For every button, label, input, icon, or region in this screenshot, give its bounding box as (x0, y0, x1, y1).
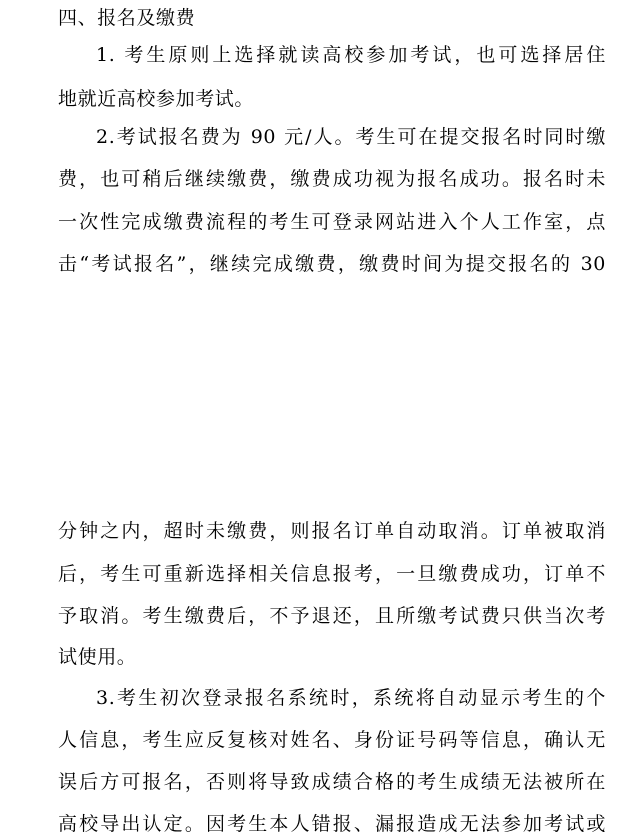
paragraph-1-line-2: 地就近高校参加考试。 (58, 88, 255, 110)
paragraph-3-line-2: 人信息，考生应反复核对姓名、身份证号码等信息，确认无 (58, 729, 606, 751)
paragraph-2-line-3: 一次性完成缴费流程的考生可登录网站进入个人工作室，点 (58, 211, 606, 233)
paragraph-3-line-3: 误后方可报名，否则将导致成绩合格的考生成绩无法被所在 (58, 771, 606, 793)
paragraph-2-line-2: 费，也可稍后继续缴费，缴费成功视为报名成功。报名时未 (58, 168, 606, 190)
paragraph-2-line-7: 予取消。考生缴费后，不予退还，且所缴考试费只供当次考 (58, 605, 606, 627)
paragraph-3-line-1: 3.考生初次登录报名系统时，系统将自动显示考生的个 (96, 687, 606, 709)
paragraph-2-line-6: 后，考生可重新选择相关信息报考，一旦缴费成功，订单不 (58, 563, 606, 585)
paragraph-2-line-1: 2.考试报名费为 90 元/人。考生可在提交报名时同时缴 (96, 126, 606, 148)
paragraph-2-line-4: 击“考试报名”，继续完成缴费，缴费时间为提交报名的 30 (58, 253, 606, 275)
paragraph-3-line-4: 高校导出认定。因考生本人错报、漏报造成无法参加考试或 (58, 813, 606, 835)
paragraph-1-line-1: 1. 考生原则上选择就读高校参加考试，也可选择居住 (96, 44, 606, 66)
section-heading: 四、报名及缴费 (58, 7, 196, 29)
paragraph-2-line-5: 分钟之内，超时未缴费，则报名订单自动取消。订单被取消 (58, 520, 606, 542)
paragraph-2-line-8: 试使用。 (58, 646, 137, 668)
